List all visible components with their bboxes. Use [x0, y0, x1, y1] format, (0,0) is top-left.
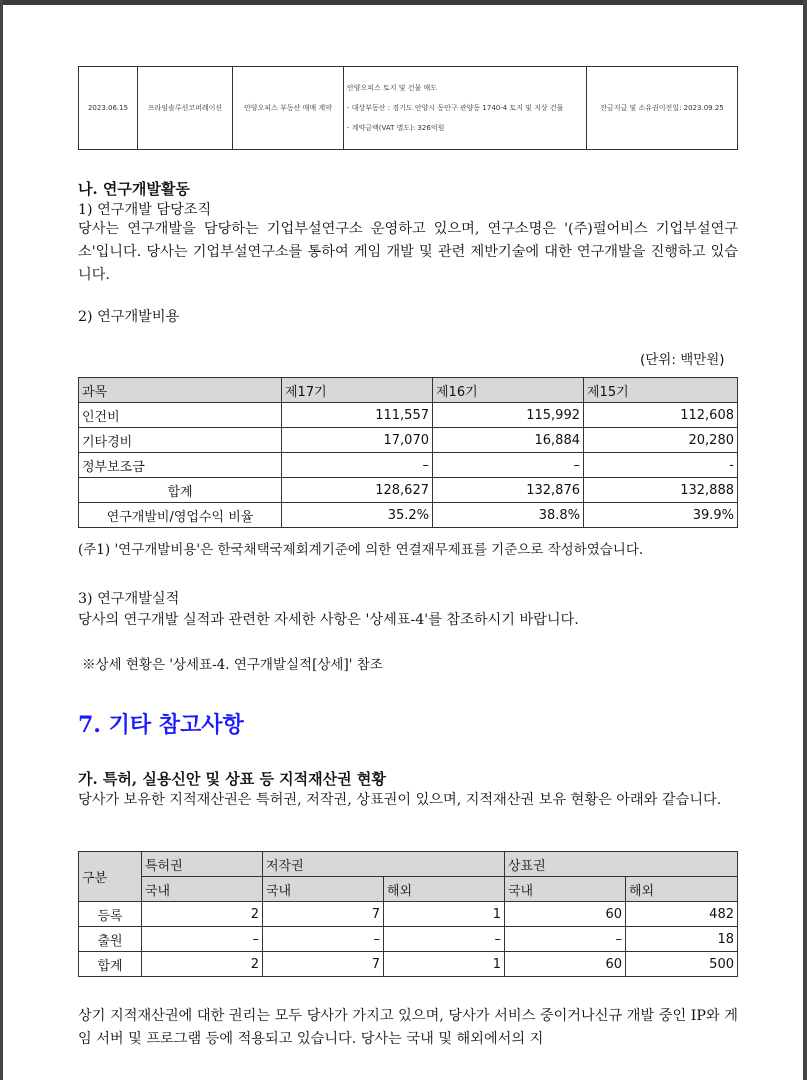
- table-cell: 111,557: [282, 403, 433, 428]
- table-header-cell: 제15기: [584, 378, 738, 403]
- table-header-cell: 저작권: [263, 852, 505, 877]
- table-header-row: [79, 877, 738, 902]
- table-header-cell: 상표권: [505, 852, 738, 877]
- table-cell: 17,070: [282, 428, 433, 453]
- ip-closing-text: 상기 지적재산권에 대한 권리는 모두 당사가 가지고 있으며, 당사가 서비스 중이거나신규 개발 중인 IP와 게임 서버 및 프로그램 등에 적용되고 있습니다. 당사는 국내 및 해외에서의 지: [78, 1008, 738, 1047]
- table-header-cell: 해외: [384, 877, 505, 902]
- table-row: [79, 403, 738, 428]
- contract-detail-line: - 대상부동산 : 경기도 안양시 동안구 관양동 1740-4 토지 및 지상 건물: [347, 104, 564, 112]
- contract-details: [344, 67, 587, 150]
- rd-result-text: 당사의 연구개발 실적과 관련한 자세한 사항은 '상세표-4'를 참조하시기 바랍니다.: [78, 612, 579, 628]
- rd-org-text: 당사는 연구개발을 담당하는 기업부설연구소 운영하고 있으며, 연구소명은 '(주)펄어비스 기업부설연구소'입니다. 당사는 기업부설연구소를 통하여 게임 개발 및 관련 제반기술에 대한 연구개발을 진행하고 있습니다.: [78, 221, 738, 283]
- table-header-cell: 국내: [505, 877, 626, 902]
- table-cell: –: [433, 453, 584, 478]
- table-row: [79, 428, 738, 453]
- row-label: 연구개발비/영업수익 비율: [79, 503, 282, 528]
- section-title: 7. 기타 참고사항: [78, 712, 244, 738]
- table-cell: 60: [505, 952, 626, 977]
- page-right-edge: [803, 0, 807, 1080]
- table-header-cell: 과목: [79, 378, 282, 403]
- table-cell: 1: [384, 902, 505, 927]
- page-left-edge: [0, 0, 3, 1080]
- rd-footnote: (주1) '연구개발비용'은 한국채택국제회계기준에 의한 연결재무제표를 기준으로 작성하였습니다.: [78, 542, 644, 558]
- contract-detail-line: - 계약금액(VAT 별도): 326억원: [347, 124, 445, 132]
- unit-label: (단위: 백만원): [640, 352, 725, 368]
- table-cell: 7: [263, 952, 384, 977]
- page-top-edge: [0, 0, 807, 5]
- table-cell: 20,280: [584, 428, 738, 453]
- table-header-cell: 제17기: [282, 378, 433, 403]
- table-cell: 132,888: [584, 478, 738, 503]
- table-cell: 112,608: [584, 403, 738, 428]
- table-row: [79, 453, 738, 478]
- table-cell: 2: [142, 952, 263, 977]
- table-header-cell: 특허권: [142, 852, 263, 877]
- row-label: 합계: [79, 952, 142, 977]
- table-cell: 16,884: [433, 428, 584, 453]
- table-cell: –: [384, 927, 505, 952]
- table-row: [79, 927, 738, 952]
- row-label: 기타경비: [79, 428, 282, 453]
- contract-party: 프라임솔루션코퍼레이션: [138, 67, 233, 150]
- table-cell: 115,992: [433, 403, 584, 428]
- rd-org-heading: 1) 연구개발 담당조직: [78, 202, 212, 218]
- table-cell: 39.9%: [584, 503, 738, 528]
- contract-date: 2023.06.15: [79, 67, 138, 150]
- row-label: 등록: [79, 902, 142, 927]
- row-label: 합계: [79, 478, 282, 503]
- table-cell: 18: [626, 927, 738, 952]
- table-header-row: [79, 852, 738, 877]
- contract-table: [78, 66, 738, 150]
- table-header-cell: 구분: [79, 852, 142, 902]
- table-header-cell: 제16기: [433, 378, 584, 403]
- rd-cost-table: [78, 377, 738, 528]
- contract-detail-line: 안양오피스 토지 및 건물 매도: [347, 84, 438, 92]
- table-cell: –: [263, 927, 384, 952]
- table-row: [79, 478, 738, 503]
- rd-heading: 나. 연구개발활동: [78, 180, 190, 198]
- table-cell: 128,627: [282, 478, 433, 503]
- table-cell: 60: [505, 902, 626, 927]
- table-cell: 482: [626, 902, 738, 927]
- table-cell: –: [142, 927, 263, 952]
- ip-table: [78, 851, 738, 977]
- table-header-cell: 해외: [626, 877, 738, 902]
- table-header-cell: 국내: [142, 877, 263, 902]
- table-cell: 35.2%: [282, 503, 433, 528]
- row-label: 인건비: [79, 403, 282, 428]
- contract-type: 안양오피스 부동산 매매 계약: [233, 67, 344, 150]
- row-label: 출원: [79, 927, 142, 952]
- rd-cost-heading: 2) 연구개발비용: [78, 309, 180, 325]
- table-cell: -: [584, 453, 738, 478]
- table-header-row: [79, 378, 738, 403]
- table-cell: 1: [384, 952, 505, 977]
- ip-intro-text: 당사가 보유한 지적재산권은 특허권, 저작권, 상표권이 있으며, 지적재산권 보유 현황은 아래와 같습니다.: [78, 792, 722, 808]
- rd-reference-note: ※상세 현황은 '상세표-4. 연구개발실적[상세]' 참조: [82, 657, 383, 673]
- row-label: 정부보조금: [79, 453, 282, 478]
- table-cell: 7: [263, 902, 384, 927]
- table-cell: –: [505, 927, 626, 952]
- table-row: [79, 902, 738, 927]
- table-cell: 500: [626, 952, 738, 977]
- table-cell: 132,876: [433, 478, 584, 503]
- table-cell: 38.8%: [433, 503, 584, 528]
- rd-result-heading: 3) 연구개발실적: [78, 591, 180, 607]
- table-row: [79, 503, 738, 528]
- ip-heading: 가. 특허, 실용신안 및 상표 등 지적재산권 현황: [78, 770, 386, 788]
- table-row: [79, 952, 738, 977]
- contract-note: 잔금지급 및 소유권이전일: 2023.09.25: [587, 67, 738, 150]
- table-header-cell: 국내: [263, 877, 384, 902]
- table-row: [79, 67, 738, 150]
- table-cell: 2: [142, 902, 263, 927]
- table-cell: –: [282, 453, 433, 478]
